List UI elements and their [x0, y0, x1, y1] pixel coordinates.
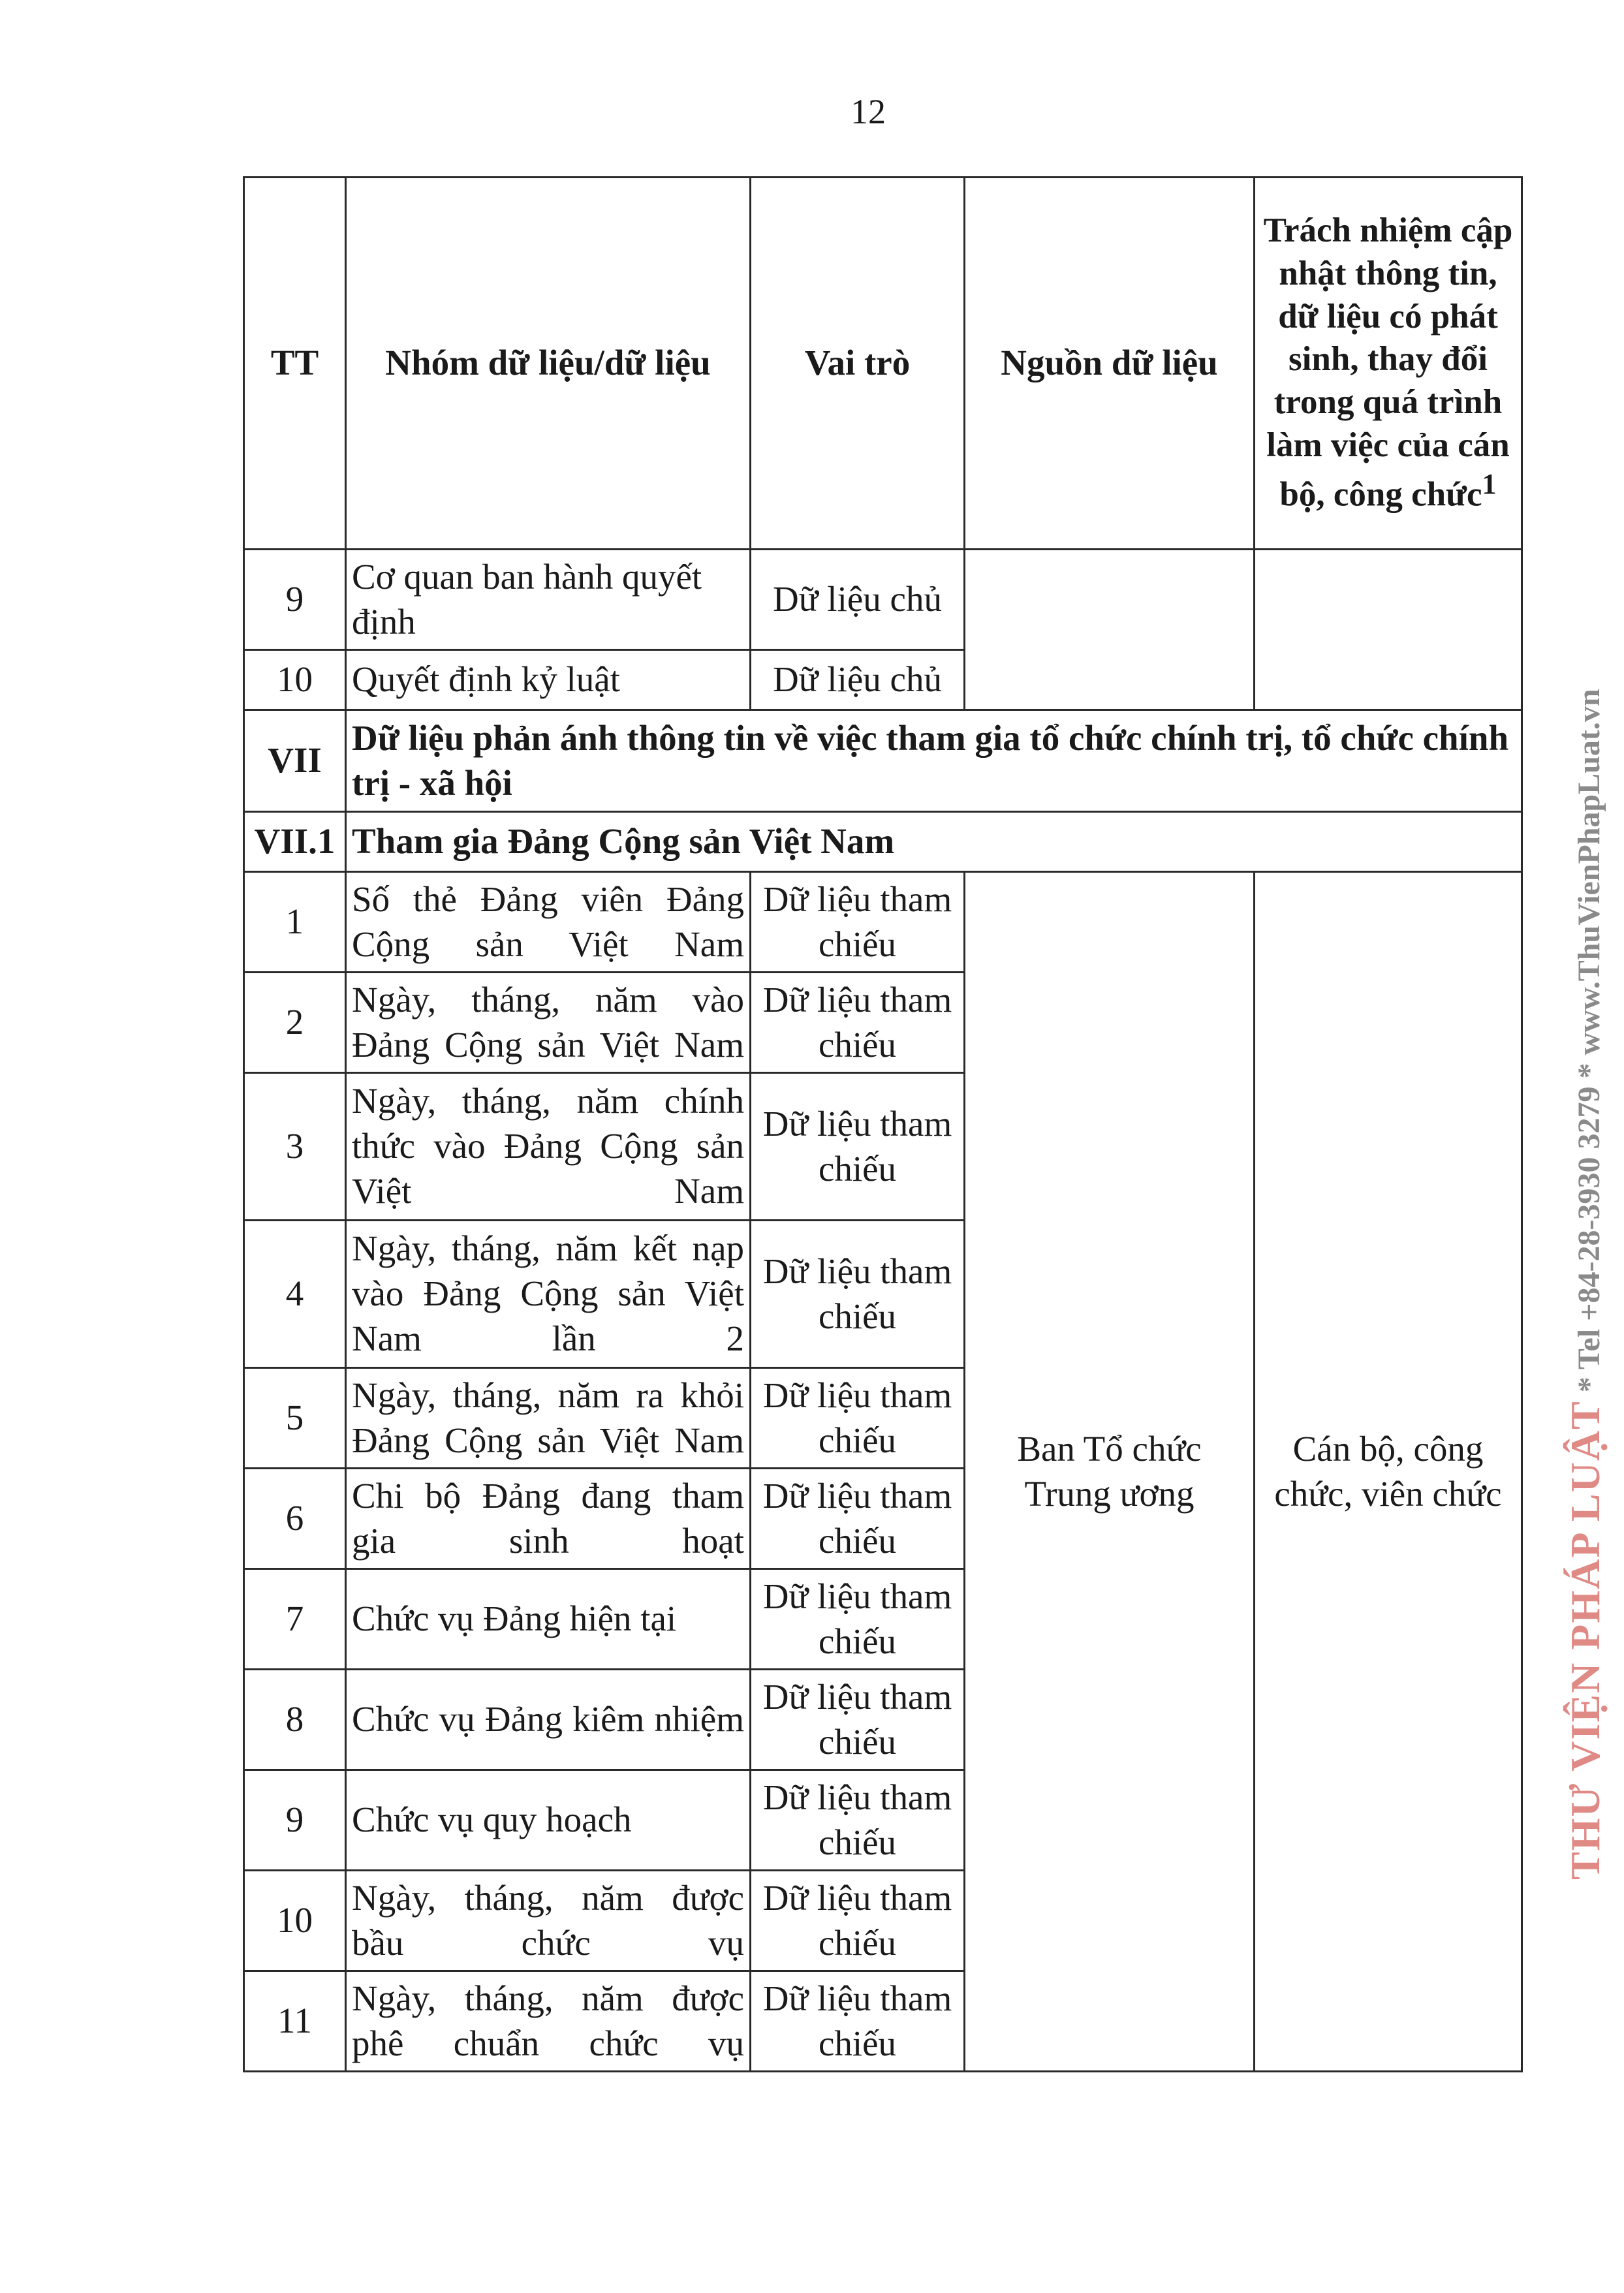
row-number: 9 [244, 1770, 346, 1871]
header-responsibility [1255, 178, 1522, 550]
row-role: Dữ liệu chủ [751, 550, 965, 650]
row-number: 11 [244, 1971, 346, 2072]
data-table [243, 176, 1523, 2072]
row-role: Dữ liệu tham chiếu [751, 872, 965, 973]
row-number: 5 [244, 1368, 346, 1469]
subsection-title: Tham gia Đảng Cộng sản Việt Nam [346, 812, 1522, 872]
footnote-marker: 1 [1482, 468, 1497, 501]
row-data-name: Số thẻ Đảng viên Đảng Cộng sản Việt Nam [346, 872, 751, 973]
row-data-name: Ngày, tháng, năm được bầu chức vụ [346, 1871, 751, 1971]
header-tt: TT [244, 178, 346, 550]
section-row [244, 710, 1522, 812]
row-number: 7 [244, 1569, 346, 1670]
row-number: 8 [244, 1670, 346, 1770]
row-number: 10 [244, 650, 346, 710]
row-data-name: Chức vụ Đảng kiêm nhiệm [346, 1670, 751, 1770]
row-data-name: Ngày, tháng, năm được phê chuẩn chức vụ [346, 1971, 751, 2072]
header-role: Vai trò [751, 178, 965, 550]
row-data-name: Ngày, tháng, năm ra khỏi Đảng Cộng sản Việt Nam [346, 1368, 751, 1469]
top-source-cell [965, 550, 1255, 710]
watermark-brand: THƯ VIỆN PHÁP LUẬT [1562, 1400, 1608, 1880]
responsibility-cell: Cán bộ, công chức, viên chức [1255, 872, 1522, 2072]
subsection-row [244, 812, 1522, 872]
row-data-name: Ngày, tháng, năm vào Đảng Cộng sản Việt Nam [346, 973, 751, 1073]
row-data-name: Quyết định kỷ luật [346, 650, 751, 710]
row-role: Dữ liệu tham chiếu [751, 1368, 965, 1469]
row-role: Dữ liệu tham chiếu [751, 1073, 965, 1221]
row-role: Dữ liệu tham chiếu [751, 1770, 965, 1871]
subsection-code: VII.1 [244, 812, 346, 872]
header-responsibility-text: Trách nhiệm cập nhật thông tin, dữ liệu có phát sinh, thay đổi trong quá trình làm việc của cán bộ, công chức [1263, 211, 1513, 514]
row-data-name: Ngày, tháng, năm kết nạp vào Đảng Cộng sản Việt Nam lần 2 [346, 1221, 751, 1368]
row-number: 6 [244, 1469, 346, 1569]
row-role: Dữ liệu tham chiếu [751, 973, 965, 1073]
row-data-name: Chức vụ quy hoạch [346, 1770, 751, 1871]
row-data-name: Ngày, tháng, năm chính thức vào Đảng Cộng sản Việt Nam [346, 1073, 751, 1221]
row-data-name: Chi bộ Đảng đang tham gia sinh hoạt [346, 1469, 751, 1569]
row-data-name: Chức vụ Đảng hiện tại [346, 1569, 751, 1670]
row-number: 3 [244, 1073, 346, 1221]
row-number: 1 [244, 872, 346, 973]
top-responsibility-cell [1255, 550, 1522, 710]
row-role: Dữ liệu tham chiếu [751, 1670, 965, 1770]
row-number: 9 [244, 550, 346, 650]
row-role: Dữ liệu tham chiếu [751, 1871, 965, 1971]
row-role: Dữ liệu tham chiếu [751, 1569, 965, 1670]
page-number: 12 [851, 92, 886, 131]
table-row [244, 550, 1522, 650]
row-role: Dữ liệu tham chiếu [751, 1221, 965, 1368]
header-source: Nguồn dữ liệu [965, 178, 1255, 550]
header-group: Nhóm dữ liệu/dữ liệu [346, 178, 751, 550]
row-number: 10 [244, 1871, 346, 1971]
watermark-contact: * Tel +84-28-3930 3279 * www.ThuVienPhapLuat.vn [1572, 689, 1606, 1401]
row-data-name: Cơ quan ban hành quyết định [346, 550, 751, 650]
data-source-cell: Ban Tổ chức Trung ương [965, 872, 1255, 2072]
section-code: VII [244, 710, 346, 812]
row-role: Dữ liệu chủ [751, 650, 965, 710]
row-role: Dữ liệu tham chiếu [751, 1971, 965, 2072]
section-title: Dữ liệu phản ánh thông tin về việc tham gia tổ chức chính trị, tổ chức chính trị - xã hội [346, 710, 1522, 812]
row-number: 2 [244, 973, 346, 1073]
row-number: 4 [244, 1221, 346, 1368]
table-header-row [244, 178, 1522, 550]
watermark [1561, 476, 1610, 1880]
table-row [244, 872, 1522, 973]
row-role: Dữ liệu tham chiếu [751, 1469, 965, 1569]
